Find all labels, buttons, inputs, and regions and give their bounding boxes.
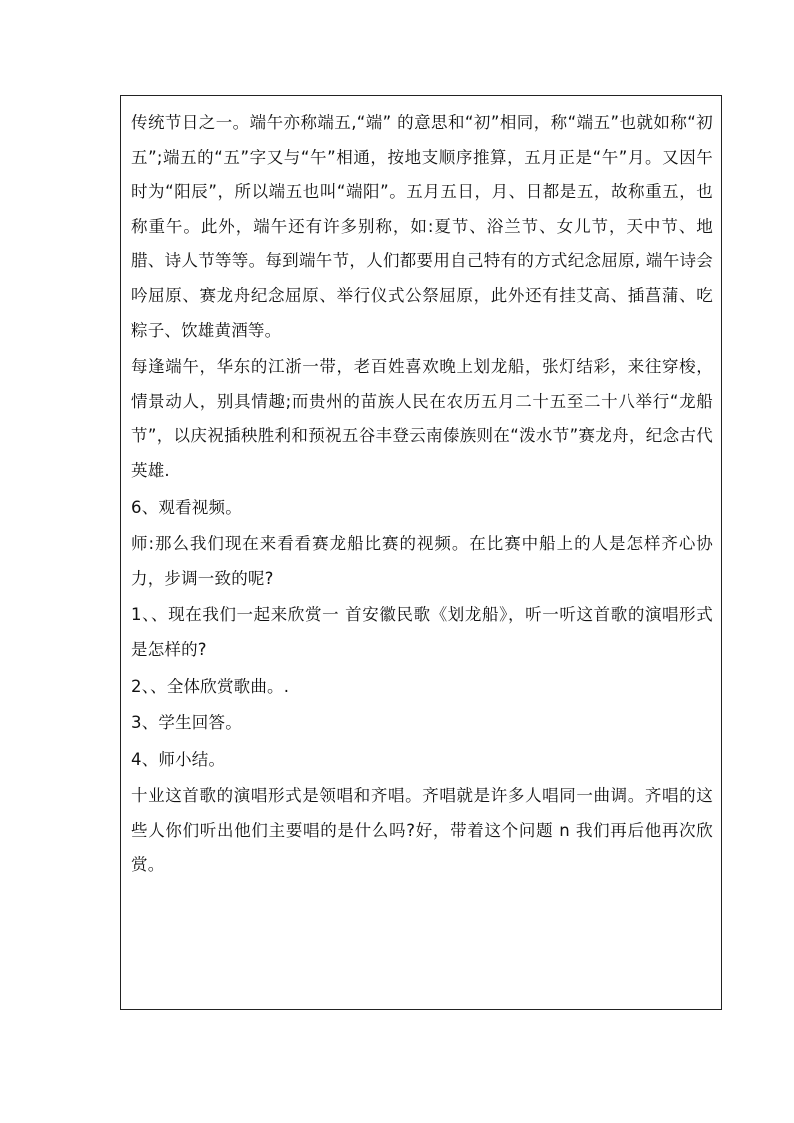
paragraph-step-watch-video: 6、观看视频。	[131, 497, 242, 517]
paragraph-step-3: 3、学生回答。	[131, 713, 242, 733]
paragraph-dragon-boat-customs: 每逢端午，华东的江浙一带，老百姓喜欢晚上划龙船，张灯结彩，来往穿梭，情景动人，别具情趣;而贵州的苗族人民在农历五月二十五至二十八举行“龙船节”，以庆祝插秧胜利和预祝五谷丰登云南傣族则在“泼水节”赛龙舟，纪念古代英雄.	[131, 357, 713, 480]
paragraph-festival-names: 传统节日之一。端午亦称端五,“端” 的意思和“初”相同，称“端五”也就如称“初五”;端五的“五”字又与“午”相通，按地支顺序推算，五月正是“午”月。又因午时为“阳辰”，所以端五也叫“端阳”。五月五日，月、日都是五，故称重五，也称重午。此外，端午还有许多别称，如:夏节、浴兰节、女儿节，天中节、地腊、诗人节等等。每到端午节，人们都要用自己特有的方式纪念屈原, 端午诗会吟屈原、赛龙舟纪念屈原、举行仪式公祭屈原，此外还有挂艾高、插菖蒲、吃粽子、饮雄黄酒等。	[131, 113, 713, 340]
paragraph-teacher-question: 师:那么我们现在来看看赛龙船比赛的视频。在比赛中船上的人是怎样齐心协力，步调一致的呢?	[131, 534, 713, 588]
paragraph-step-1: 1、、现在我们一起来欣赏一 首安徽民歌《划龙船》，听一听这首歌的演唱形式是怎样的?	[131, 605, 713, 659]
lesson-content	[131, 106, 713, 883]
document-frame	[120, 95, 722, 1010]
paragraph-step-2: 2、、全体欣赏歌曲。.	[131, 676, 290, 696]
paragraph-summary: 十业这首歌的演唱形式是领唱和齐唱。齐唱就是许多人唱同一曲调。齐唱的这些人你们听出他们主要唱的是什么吗?好，带着这个问题 n 我们再后他再次欣赏。	[131, 786, 713, 875]
paragraph-step-4: 4、师小结。	[131, 749, 226, 769]
